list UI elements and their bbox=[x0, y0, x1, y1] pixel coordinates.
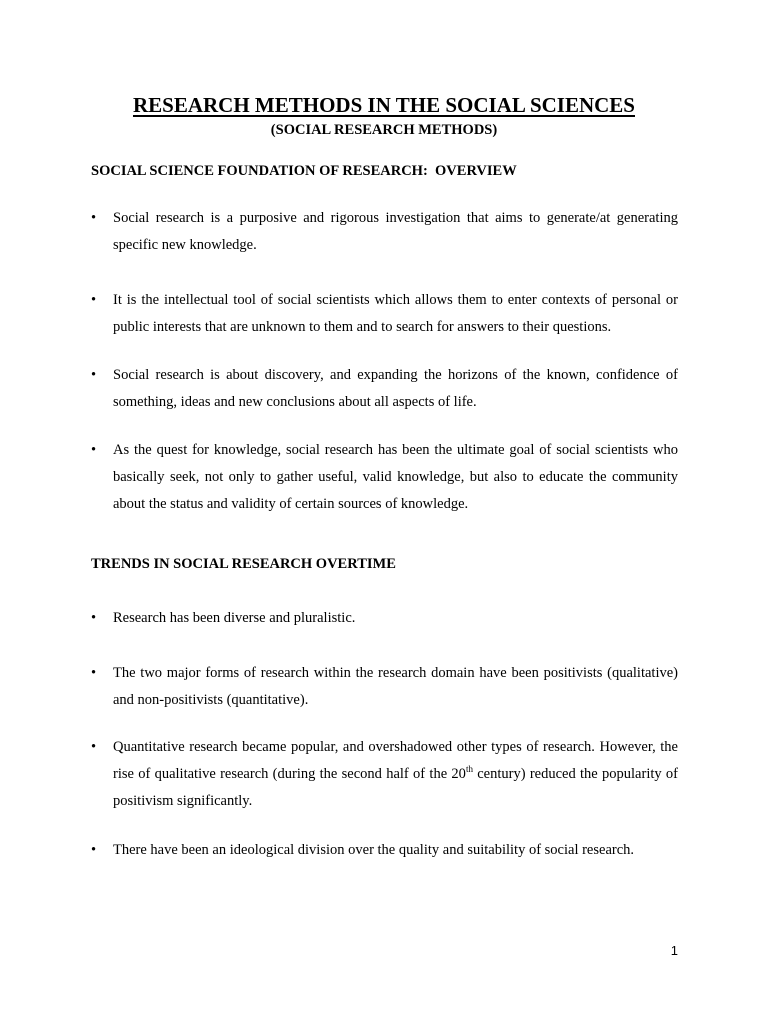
list-item bbox=[91, 437, 678, 518]
list-item-text: Research has been diverse and pluralistic. bbox=[113, 610, 356, 626]
page-number: 1 bbox=[670, 943, 678, 958]
list-item-text-part: Quantitative research became popular, and overshadowed other types of research. However, the rise of qualitative research (during the second half of the 20 bbox=[113, 739, 678, 782]
document-title: RESEARCH METHODS IN THE SOCIAL SCIENCES bbox=[132, 93, 635, 117]
section-heading-overview: SOCIAL SCIENCE FOUNDATION OF RESEARCH: OVERVIEW bbox=[91, 163, 517, 179]
list-item-text-part: century) reduced the popularity of positivism significantly. bbox=[113, 766, 678, 809]
list-item bbox=[91, 605, 678, 632]
superscript-ordinal: th bbox=[465, 764, 473, 775]
list-item-text: The two major forms of research within the research domain have been positivists (qualitative) and non-positivists (quantitative). bbox=[113, 665, 678, 708]
bullet-icon: • bbox=[91, 292, 97, 308]
bullet-icon: • bbox=[91, 367, 97, 383]
bullet-icon: • bbox=[91, 210, 97, 226]
bullet-icon: • bbox=[91, 442, 97, 458]
bullet-icon: • bbox=[91, 739, 97, 755]
list-item bbox=[91, 837, 678, 864]
list-item-text: It is the intellectual tool of social scientists which allows them to enter contexts of personal or public interests that are unknown to them and to search for answers to their questions. bbox=[113, 292, 678, 335]
list-item-text: Social research is a purposive and rigorous investigation that aims to generate/at generating specific new knowledge. bbox=[113, 210, 678, 253]
list-item bbox=[91, 205, 678, 259]
bullet-icon: • bbox=[91, 665, 97, 681]
list-item-text: Social research is about discovery, and expanding the horizons of the known, confidence of something, ideas and new conclusions about all aspects of life. bbox=[113, 367, 678, 410]
list-item bbox=[91, 362, 678, 416]
list-item-text: As the quest for knowledge, social research has been the ultimate goal of social scientists who basically seek, not only to gather useful, valid knowledge, but also to educate the community about the status and validity of certain sources of knowledge. bbox=[113, 442, 678, 512]
list-item-text bbox=[113, 734, 678, 815]
list-item bbox=[91, 660, 678, 714]
list-item bbox=[91, 734, 678, 815]
bullet-icon: • bbox=[91, 610, 97, 626]
section-heading-trends: TRENDS IN SOCIAL RESEARCH OVERTIME bbox=[91, 556, 396, 572]
list-item bbox=[91, 287, 678, 341]
bullet-icon: • bbox=[91, 842, 97, 858]
document-subtitle: (SOCIAL RESEARCH METHODS) bbox=[270, 122, 498, 138]
list-item-text: There have been an ideological division over the quality and suitability of social research. bbox=[113, 842, 635, 858]
